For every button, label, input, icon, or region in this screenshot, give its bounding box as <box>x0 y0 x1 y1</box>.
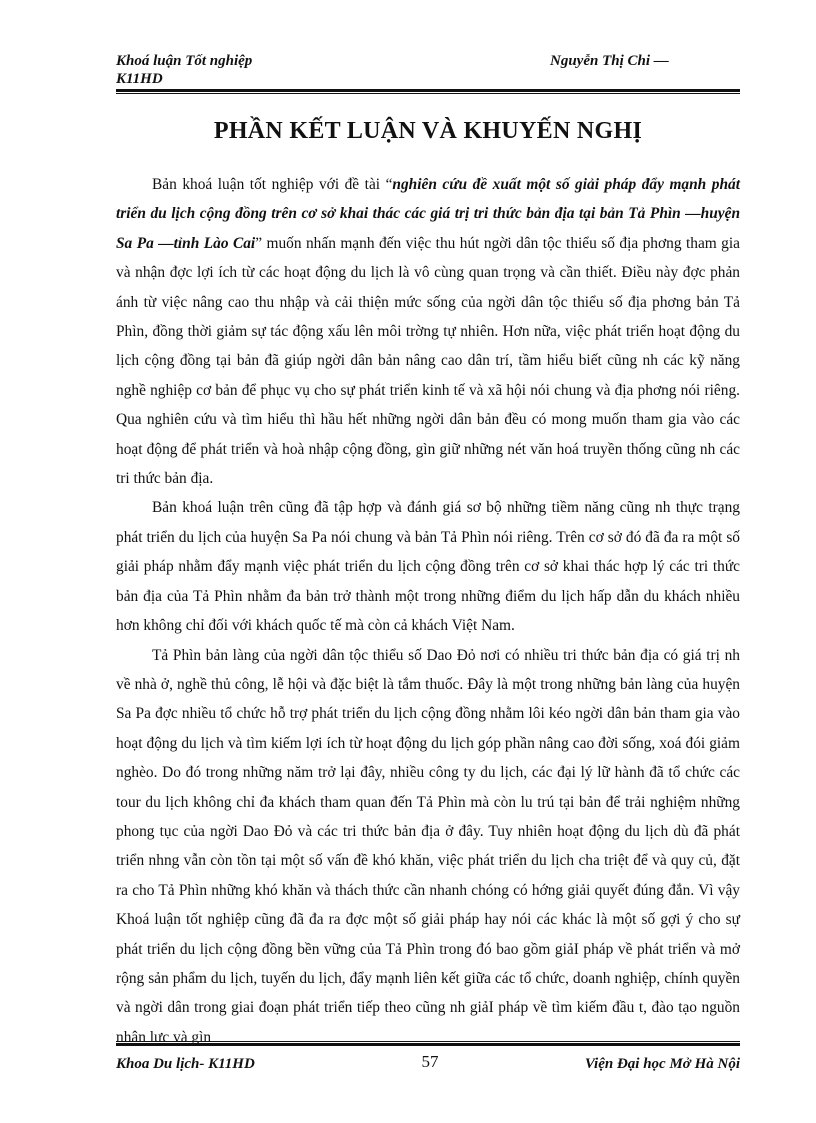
footer-institution: Viện Đại học Mở Hà Nội <box>584 1056 740 1072</box>
paragraph-1 <box>116 170 740 493</box>
paragraph-1-intro: Bản khoá luận tốt nghiệp với đề tài “ <box>152 176 393 193</box>
page-number: 57 <box>421 1052 439 1071</box>
paragraph-2: Bản khoá luận trên cũng đã tập hợp và đánh giá sơ bộ những tiềm năng cũng nh thực trạng phát triển du lịch của huyện Sa Pa nói chung và bản Tả Phìn nói riêng. Trên cơ sở đó đã đa ra một số giải pháp nhằm đẩy mạnh việc phát triển du lịch cộng đồng trên cơ sở khai thác hợp lý các tri thức bản địa của Tả Phìn nhằm đa bản trở thành một trong những điểm du lịch hấp dẫn du khách nhiều hơn không chỉ đối với khách quốc tế mà còn cả khách Việt Nam. <box>116 499 740 635</box>
paragraph-3: Tả Phìn bản làng của ngời dân tộc thiểu số Dao Đỏ nơi có nhiều tri thức bản địa có giá trị nh về nhà ở, nghề thủ công, lễ hội và đặc biệt là tắm thuốc. Đây là một trong những bản làng của huyện Sa Pa đợc nhiều tổ chức hỗ trợ phát triển du lịch cộng đồng nhằm lôi kéo ngời dân bản tham gia vào hoạt động du lịch và tìm kiếm lợi ích từ hoạt động du lịch góp phần nâng cao đời sống, xoá đói giảm nghèo. Do đó trong những năm trở lại đây, nhiều công ty du lịch, các đại lý lữ hành đã tổ chức các tour du lịch không chỉ đa khách tham quan đến Tả Phìn mà còn lu trú tại bản để trải nghiệm những phong tục của ngời Dao Đỏ và các tri thức bản địa ở đây. Tuy nhiên hoạt động du lịch dù đã phát triển nhng vẫn còn tồn tại một số vấn đề khó khăn, việc phát triển du lịch cha triệt để và quy củ, đặt ra cho Tả Phìn những khó khăn và thách thức cần nhanh chóng có hớng giải quyết đúng đắn. Vì vậy Khoá luận tốt nghiệp cũng đã đa ra đợc một số giải pháp hay nói các khác là một số gợi ý cho sự phát triển du lịch cộng đồng bền vững của Tả Phìn trong đó bao gồm giảI pháp về phát triển và mở rộng sản phẩm du lịch, tuyến du lịch, đẩy mạnh liên kết giữa các tổ chức, doanh nghiệp, chính quyền và ngời dân trong giai đoạn phát triển tiếp theo cũng nh giảI pháp về tìm kiếm đầu t, đào tạo nguồn nhân lực và gìn <box>116 646 740 1046</box>
thesis-topic: nghiên cứu đề xuất một số giải pháp đẩy mạnh phát triển du lịch cộng đồng trên cơ sở khai thác các giá trị tri thức bản địa tại bản Tả Phìn —huyện Sa Pa —tỉnh Lào Cai <box>116 176 740 252</box>
footer-faculty: Khoa Du lịch- K11HD <box>116 1056 255 1072</box>
footer-divider <box>116 1041 740 1046</box>
header-author: Nguyễn Thị Chi — <box>550 53 669 69</box>
header-class-code: K11HD <box>116 71 163 87</box>
header-divider <box>116 89 740 94</box>
document-body <box>116 170 740 1052</box>
header-thesis-label <box>116 52 252 88</box>
header-thesis-title: Khoá luận Tốt nghiệp <box>116 53 253 69</box>
paragraph-1-body: ” muốn nhấn mạnh đến việc thu hút ngời dân tộc thiểu số địa phơng tham gia và nhận đợc lợi ích từ các hoạt động du lịch là vô cùng quan trọng và cần thiết. Điều này đợc phản ánh từ việc nâng cao thu nhập và cải thiện mức sống của ngời dân tộc thiểu số địa phơng bản Tả Phìn, đồng thời giảm sự tác động xấu lên môi trờng tự nhiên. Hơn nữa, việc phát triển hoạt động du lịch cộng đồng tại bản đã giúp ngời dân bản nâng cao dân trí, tầm hiểu biết cũng nh các kỹ năng nghề nghiệp cơ bản để phục vụ cho sự phát triển kinh tế và xã hội nói chung và địa phơng nói riêng. Qua nghiên cứu và tìm hiểu thì hầu hết những ngời dân bản đều có mong muốn tham gia vào các hoạt động để phát triển và hoà nhập cộng đồng, gìn giữ những nét văn hoá truyền thống cũng nh các tri thức bản địa. <box>116 234 740 488</box>
page-title: PHẦN KẾT LUẬN VÀ KHUYẾN NGHỊ <box>213 118 643 144</box>
